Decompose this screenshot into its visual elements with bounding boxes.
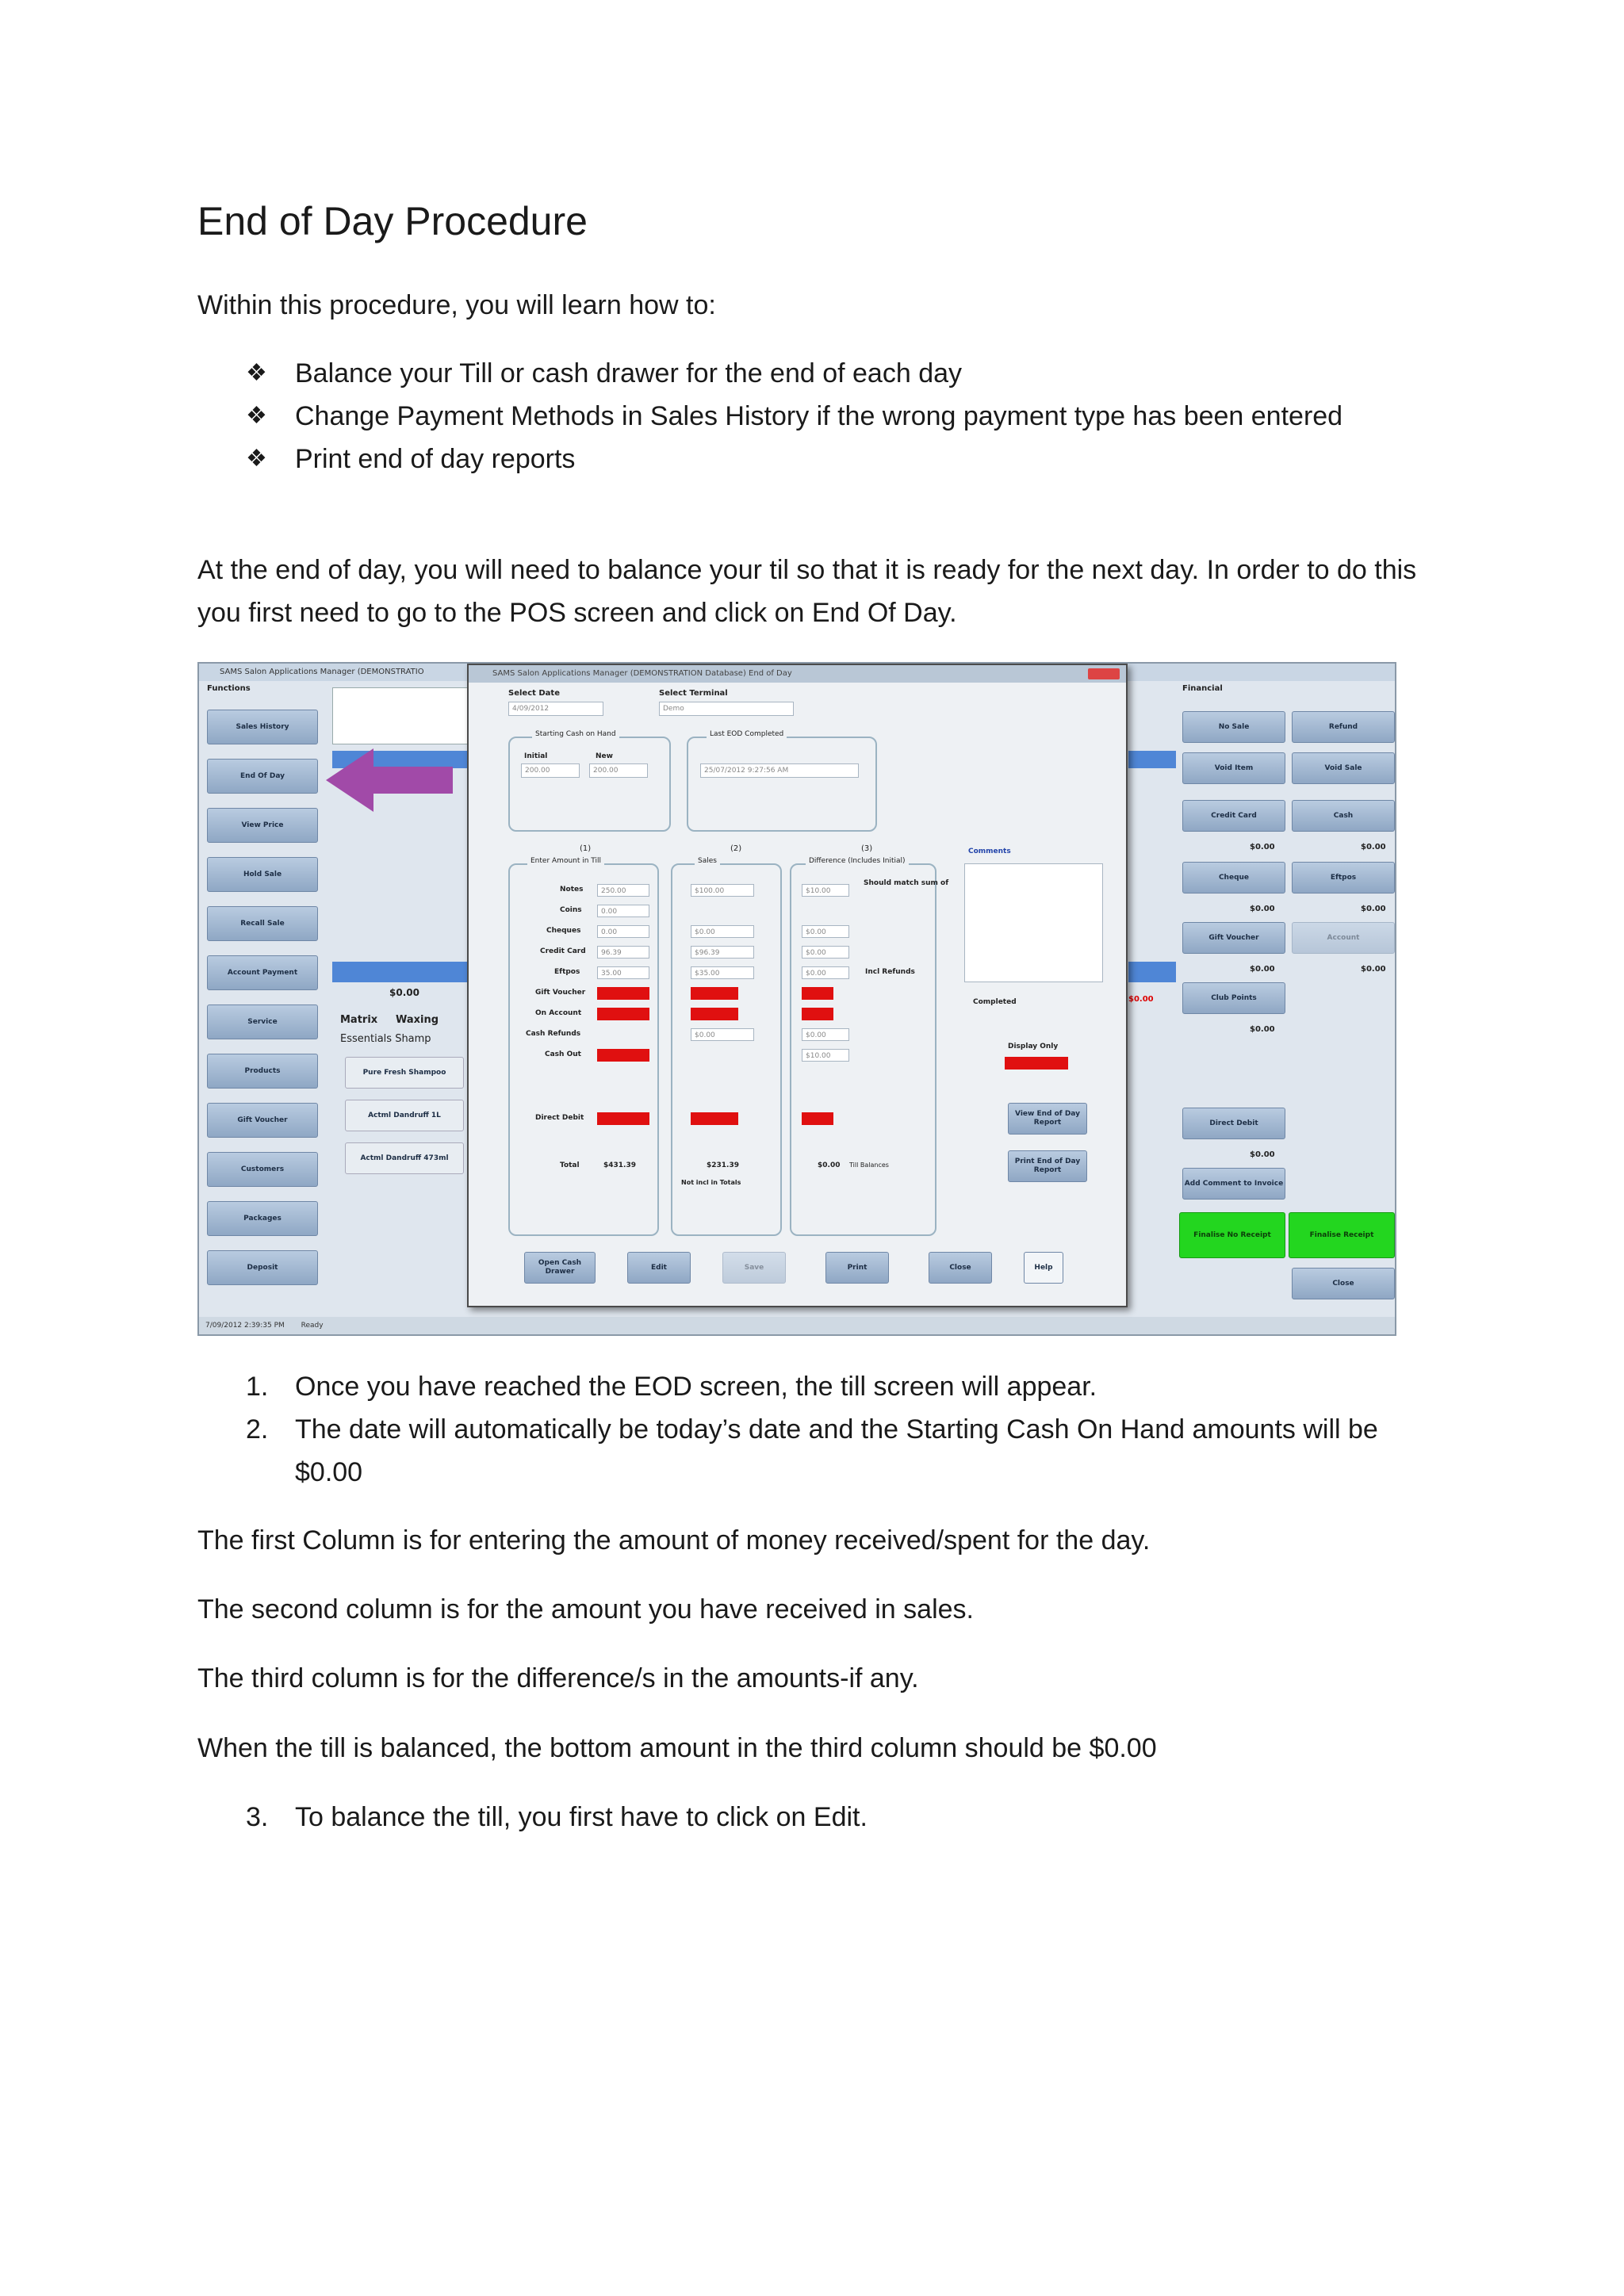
service-button[interactable]: Service [207, 1004, 318, 1039]
grid-header-right [1128, 751, 1176, 768]
direct-debit-sales [691, 1112, 738, 1125]
new-input[interactable]: 200.00 [589, 763, 648, 778]
close-button[interactable]: Close [1292, 1268, 1395, 1299]
list-item: ❖ Change Payment Methods in Sales History if the wrong payment type has been entered [246, 395, 1342, 438]
print-eod-report-button[interactable]: Print End of Day Report [1008, 1150, 1087, 1182]
bullet-icon: ❖ [246, 403, 267, 429]
red-amount: $0.00 [1128, 995, 1154, 1004]
select-terminal-label: Select Terminal [659, 689, 728, 698]
total-amount: $0.00 [389, 987, 419, 998]
product-item[interactable]: Actml Dandruff 1L [345, 1100, 464, 1131]
column-one-text: The first Column is for entering the amount of money received/spent for the day. [197, 1525, 1151, 1556]
status-bar [199, 1317, 1395, 1334]
help-button[interactable]: Help [1024, 1252, 1063, 1284]
bullet-icon: ❖ [246, 360, 267, 386]
sale-grid [332, 687, 469, 744]
deposit-button[interactable]: Deposit [207, 1250, 318, 1285]
product-item[interactable]: Pure Fresh Shampoo [345, 1057, 464, 1089]
comments-field[interactable] [964, 863, 1103, 982]
credit-card-button[interactable]: Credit Card [1182, 800, 1285, 832]
page-title: End of Day Procedure [197, 199, 588, 243]
account-payment-button[interactable]: Account Payment [207, 955, 318, 990]
sales-history-button[interactable]: Sales History [207, 710, 318, 744]
direct-debit-button[interactable]: Direct Debit [1182, 1108, 1285, 1139]
eod-screenshot [197, 662, 1396, 1336]
last-eod-group [687, 737, 877, 832]
club-points-button[interactable]: Club Points [1182, 982, 1285, 1014]
not-incl-note: Not incl in Totals [681, 1179, 741, 1186]
on-account-input[interactable] [597, 1008, 649, 1020]
add-comment-button[interactable]: Add Comment to Invoice [1182, 1168, 1285, 1200]
product-item[interactable]: Actml Dandruff 473ml [345, 1142, 464, 1174]
cheque-amount: $0.00 [1250, 905, 1275, 913]
gift-voucher-diff [802, 987, 833, 1000]
should-match-note: Should match sum of [864, 879, 949, 887]
select-date-field[interactable]: 4/09/2012 [508, 702, 603, 716]
initial-input[interactable]: 200.00 [521, 763, 580, 778]
list-item: 1. Once you have reached the EOD screen, the till screen will appear. [246, 1372, 1097, 1402]
tab-waxing[interactable]: Waxing [396, 1014, 439, 1026]
bullet-icon: ❖ [246, 446, 267, 472]
direct-debit-amount: $0.00 [1250, 1150, 1275, 1159]
completed-checkbox[interactable]: Completed [973, 998, 1017, 1006]
intro-paragraph: At the end of day, you will need to balance your til so that it is ready for the next day. In order to do this you first need to go to the POS screen and click on End Of Day. [197, 555, 1417, 628]
finalise-receipt-button[interactable]: Finalise Receipt [1289, 1212, 1395, 1258]
arrow-icon [326, 744, 461, 816]
last-eod-field: 25/07/2012 9:27:56 AM [700, 763, 859, 778]
col1-title: Enter Amount in Till [527, 857, 604, 865]
customers-button[interactable]: Customers [207, 1152, 318, 1187]
hold-sale-button[interactable]: Hold Sale [207, 857, 318, 892]
list-item: ❖ Print end of day reports [246, 438, 1342, 480]
account-button[interactable]: Account [1292, 922, 1395, 954]
void-item-button[interactable]: Void Item [1182, 752, 1285, 784]
account-amount: $0.00 [1361, 965, 1386, 974]
cheque-button[interactable]: Cheque [1182, 862, 1285, 894]
cash-out-diff: $10.00 [802, 1049, 849, 1062]
till-balances-note: Till Balances [849, 1161, 889, 1169]
tab-matrix[interactable]: Matrix [340, 1014, 378, 1026]
recall-sale-button[interactable]: Recall Sale [207, 906, 318, 941]
packages-button[interactable]: Packages [207, 1201, 318, 1236]
display-only-label: Display Only [1008, 1043, 1059, 1050]
eftpos-amount: $0.00 [1361, 905, 1386, 913]
total-sales: $231.39 [707, 1161, 739, 1169]
col2-number: (2) [730, 844, 742, 853]
eftpos-sales: $35.00 [691, 966, 754, 979]
cheques-input[interactable]: 0.00 [597, 925, 649, 938]
refund-button[interactable]: Refund [1292, 711, 1395, 743]
dialog-title: SAMS Salon Applications Manager (DEMONSTRATION Database) End of Day [469, 665, 1126, 683]
col1-number: (1) [580, 844, 592, 853]
eftpos-diff: $0.00 [802, 966, 849, 979]
starting-cash-group [508, 737, 671, 832]
status-ready: Ready [301, 1322, 324, 1330]
gift-voucher-input[interactable] [597, 987, 649, 1000]
initial-label: Initial [524, 752, 548, 760]
void-sale-button[interactable]: Void Sale [1292, 752, 1395, 784]
on-account-diff [802, 1008, 833, 1020]
financial-label: Financial [1182, 684, 1223, 693]
club-points-amount: $0.00 [1250, 1025, 1275, 1034]
gift-voucher-amount: $0.00 [1250, 965, 1275, 974]
display-only-box [1005, 1057, 1068, 1070]
column-two-text: The second column is for the amount you have received in sales. [197, 1594, 974, 1624]
cash-button[interactable]: Cash [1292, 800, 1395, 832]
select-date-label: Select Date [508, 689, 560, 698]
on-account-sales [691, 1008, 738, 1020]
credit-card-diff: $0.00 [802, 946, 849, 959]
total-bar-right [1128, 962, 1176, 982]
steps-list-b [246, 1796, 1435, 1839]
col3-number: (3) [861, 844, 873, 853]
view-eod-report-button[interactable]: View End of Day Report [1008, 1103, 1087, 1135]
col2-title: Sales [695, 857, 720, 865]
end-of-day-button[interactable]: End Of Day [207, 759, 318, 794]
save-button[interactable]: Save [722, 1252, 786, 1284]
print-button[interactable]: Print [825, 1252, 889, 1284]
total-difference: $0.00 [818, 1161, 841, 1169]
direct-debit-diff [802, 1112, 833, 1125]
column-three-text: The third column is for the difference/s in the amounts-if any. [197, 1663, 919, 1693]
list-item: 2. The date will automatically be today’s date and the Starting Cash On Hand amounts will be $0.00 [246, 1414, 1378, 1487]
status-date: 7/09/2012 2:39:35 PM [205, 1322, 285, 1330]
total-till: $431.39 [603, 1161, 636, 1169]
total-bar [332, 962, 467, 982]
balanced-text: When the till is balanced, the bottom amount in the third column should be $0.00 [197, 1733, 1157, 1763]
edit-button[interactable]: Edit [627, 1252, 691, 1284]
functions-label: Functions [207, 684, 251, 693]
cheques-sales: $0.00 [691, 925, 754, 938]
notes-diff: $10.00 [802, 884, 849, 897]
credit-card-sales: $96.39 [691, 946, 754, 959]
open-cash-drawer-button[interactable]: Open Cash Drawer [524, 1252, 596, 1284]
col3-title: Difference (Includes Initial) [806, 857, 909, 865]
gift-voucher-button[interactable]: Gift Voucher [207, 1103, 318, 1138]
credit-card-amount: $0.00 [1250, 843, 1275, 851]
list-item: 3. To balance the till, you first have to click on Edit. [246, 1802, 868, 1832]
no-sale-button[interactable]: No Sale [1182, 711, 1285, 743]
cheques-diff: $0.00 [802, 925, 849, 938]
steps-list-a [246, 1365, 1435, 1494]
cash-refunds-diff: $0.00 [802, 1028, 849, 1041]
eod-dialog: SAMS Salon Applications Manager (DEMONSTRATION Database) End of Day Select Date 4/09/2012 Select Terminal Demo Starting Cash on Hand Initial New 200.00 200.00 Last EOD Completed 25/07/2012 9:27:56 AM (1) (2) (3) Comments Enter Amount in Till Sales Difference (Includes Initial) Notes 250.00 $100.00 $10.00 Coins 0.00 Cheques 0.00 $0.00 $0.00 Credit Card 96.39 $96.39 $0.00 Eftpos 35.00 $35.00 $0.00 Gift Voucher On Account Cash Refunds $0.00 $0.00 Cash Out $10.00 Should match sum of Incl Refunds Direct Debit Total $431.39 $231.39 $0.00 Till Balances Not incl in Totals Completed Display Only View End of Day Report Print End of Day Report Open Cash Drawer Edit Save Print Close Help [467, 664, 1128, 1307]
new-label: New [596, 752, 613, 760]
comments-label: Comments [968, 848, 1011, 855]
close-icon[interactable] [1088, 668, 1120, 679]
cash-out-input[interactable] [597, 1049, 649, 1062]
cash-amount: $0.00 [1361, 843, 1386, 851]
eftpos-button[interactable]: Eftpos [1292, 862, 1395, 894]
dialog-close-button[interactable]: Close [929, 1252, 992, 1284]
last-eod-label: Last EOD Completed [707, 730, 787, 738]
credit-card-input[interactable]: 96.39 [597, 946, 649, 959]
view-price-button[interactable]: View Price [207, 808, 318, 843]
starting-cash-label: Starting Cash on Hand [532, 730, 619, 738]
product-category: Essentials Shamp [340, 1033, 431, 1045]
notes-sales: $100.00 [691, 884, 754, 897]
objectives-list [246, 352, 1342, 480]
intro-text: Within this procedure, you will learn how to: [197, 290, 716, 320]
cash-refunds-sales: $0.00 [691, 1028, 754, 1041]
coins-input[interactable]: 0.00 [597, 905, 649, 917]
products-button[interactable]: Products [207, 1054, 318, 1089]
select-terminal-field[interactable]: Demo [659, 702, 794, 716]
list-item: ❖ Balance your Till or cash drawer for the end of each day [246, 352, 1342, 395]
finalise-no-receipt-button[interactable]: Finalise No Receipt [1179, 1212, 1285, 1258]
gift-voucher-sales [691, 987, 738, 1000]
incl-refunds-note: Incl Refunds [865, 968, 915, 976]
gift-voucher-pay-button[interactable]: Gift Voucher [1182, 922, 1285, 954]
notes-input[interactable]: 250.00 [597, 884, 649, 897]
app-titlebar: SAMS Salon Applications Manager (DEMONSTRATIO [199, 664, 1395, 681]
direct-debit-input[interactable] [597, 1112, 649, 1125]
eftpos-input[interactable]: 35.00 [597, 966, 649, 979]
